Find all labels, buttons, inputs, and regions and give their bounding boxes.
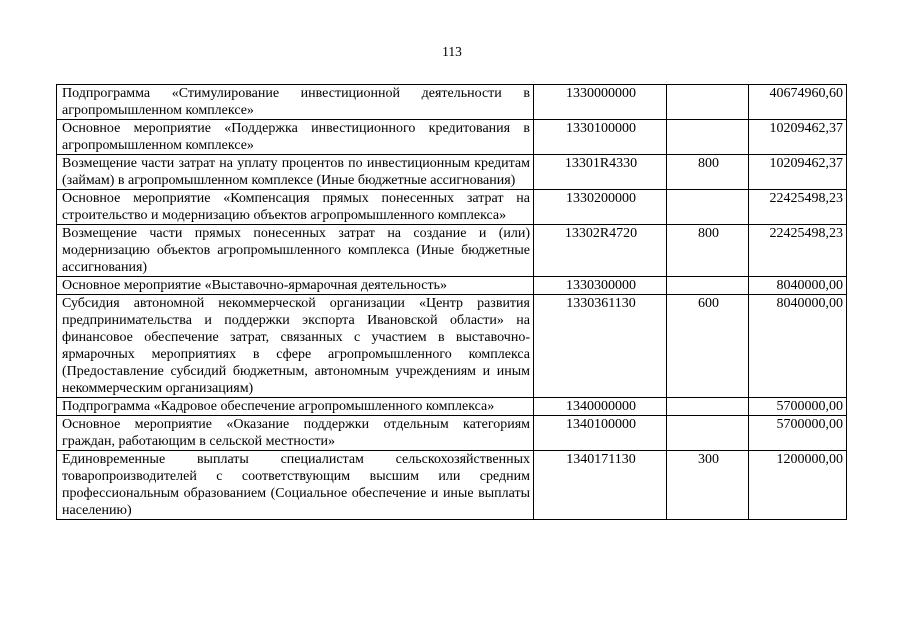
table-row [57, 155, 847, 190]
row-target-code: 1330000000 [534, 85, 667, 120]
row-expense-type: 800 [667, 225, 749, 277]
table-row [57, 398, 847, 416]
table-row [57, 120, 847, 155]
row-name: Основное мероприятие «Выставочно-ярмарочная деятельность» [57, 277, 534, 295]
row-name: Основное мероприятие «Поддержка инвестиционного кредитования в агропромышленном комплексе» [57, 120, 534, 155]
row-expense-type: 800 [667, 155, 749, 190]
row-name: Основное мероприятие «Оказание поддержки отдельным категориям граждан, работающим в сельской местности» [57, 416, 534, 451]
row-target-code: 13302R4720 [534, 225, 667, 277]
table-row [57, 225, 847, 277]
row-target-code: 1330200000 [534, 190, 667, 225]
row-name: Субсидия автономной некоммерческой организации «Центр развития предпринимательства и поддержки экспорта Ивановской области» на финансовое обеспечение затрат, связанных с участием в выставочно-ярмарочных мероприятиях в сфере агропромышленного комплекса (Предоставление субсидий бюджетным, автономным учреждениям и иным некоммерческим организациям) [57, 295, 534, 398]
page-number: 113 [442, 44, 462, 59]
row-sum: 10209462,37 [749, 155, 847, 190]
row-target-code: 1340171130 [534, 451, 667, 520]
row-sum: 8040000,00 [749, 295, 847, 398]
table-row [57, 295, 847, 398]
row-expense-type [667, 190, 749, 225]
row-expense-type [667, 416, 749, 451]
row-name: Возмещение части затрат на уплату процентов по инвестиционным кредитам (займам) в агропромышленном комплексе (Иные бюджетные ассигнования) [57, 155, 534, 190]
row-expense-type [667, 277, 749, 295]
row-expense-type [667, 120, 749, 155]
row-sum: 8040000,00 [749, 277, 847, 295]
row-sum: 22425498,23 [749, 190, 847, 225]
row-expense-type: 300 [667, 451, 749, 520]
row-target-code: 1330361130 [534, 295, 667, 398]
row-target-code: 1330100000 [534, 120, 667, 155]
table-row [57, 416, 847, 451]
row-target-code: 1340000000 [534, 398, 667, 416]
row-sum: 10209462,37 [749, 120, 847, 155]
table-row [57, 85, 847, 120]
row-sum: 1200000,00 [749, 451, 847, 520]
row-target-code: 1340100000 [534, 416, 667, 451]
row-sum: 22425498,23 [749, 225, 847, 277]
table-row [57, 451, 847, 520]
budget-table-body [57, 85, 847, 520]
row-name: Основное мероприятие «Компенсация прямых понесенных затрат на строительство и модернизацию объектов агропромышленного комплекса» [57, 190, 534, 225]
row-name: Единовременные выплаты специалистам сельскохозяйственных товаропроизводителей с соответствующим высшим или средним профессиональным образованием (Социальное обеспечение и иные выплаты населению) [57, 451, 534, 520]
row-name: Подпрограмма «Стимулирование инвестиционной деятельности в агропромышленном комплексе» [57, 85, 534, 120]
row-name: Возмещение части прямых понесенных затрат на создание и (или) модернизацию объектов агропромышленного комплекса (Иные бюджетные ассигнования) [57, 225, 534, 277]
row-expense-type: 600 [667, 295, 749, 398]
table-row [57, 277, 847, 295]
row-target-code: 13301R4330 [534, 155, 667, 190]
row-target-code: 1330300000 [534, 277, 667, 295]
row-sum: 5700000,00 [749, 416, 847, 451]
row-name: Подпрограмма «Кадровое обеспечение агропромышленного комплекса» [57, 398, 534, 416]
row-sum: 5700000,00 [749, 398, 847, 416]
row-expense-type [667, 85, 749, 120]
table-row [57, 190, 847, 225]
row-sum: 40674960,60 [749, 85, 847, 120]
budget-table [56, 84, 847, 520]
row-expense-type [667, 398, 749, 416]
